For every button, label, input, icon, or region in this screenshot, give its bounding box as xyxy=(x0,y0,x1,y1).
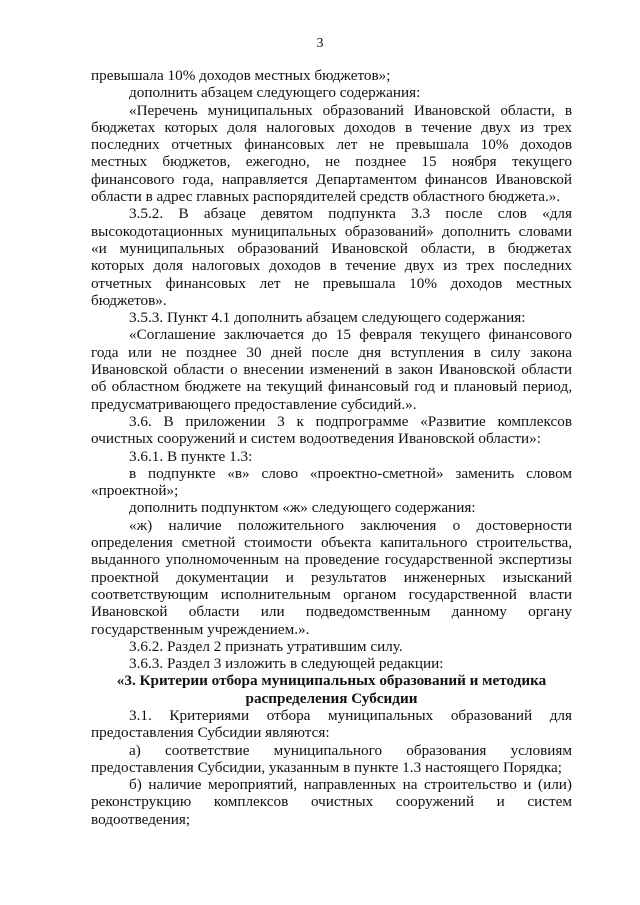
paragraph-criterion-b: б) наличие мероприятий, направленных на строительство и (или) реконструкцию комплексов очистных сооружений и систем водоотведения; xyxy=(91,776,572,828)
paragraph-3-5-3: 3.5.3. Пункт 4.1 дополнить абзацем следующего содержания: xyxy=(129,309,526,327)
paragraph-amend-intro: дополнить абзацем следующего содержания: xyxy=(129,84,421,102)
page-number: 3 xyxy=(316,36,324,51)
section-heading: «3. Критерии отбора муниципальных образований и методика распределения Субсидии xyxy=(116,672,547,707)
paragraph-3-6-3: 3.6.3. Раздел 3 изложить в следующей редакции: xyxy=(129,655,444,673)
document-body xyxy=(91,67,572,828)
paragraph-add-subpoint: дополнить подпунктом «ж» следующего содержания: xyxy=(129,499,476,517)
paragraph-municipal-list: «Перечень муниципальных образований Ивановской области, в бюджетах которых доля налоговых доходов в течение двух из трех последних отчетных финансовых лет не превышала 10% доходов местных бюджетов, ежегодно, не позднее 15 ноября текущего финансового года, направляется Департаментом финансов Ивановской области в адрес главных распорядителей средств областного бюджета.». xyxy=(91,101,572,206)
paragraph-subpoint-v: в подпункте «в» слово «проектно-сметной» заменить словом «проектной»; xyxy=(91,464,572,500)
paragraph-3-6-1: 3.6.1. В пункте 1.3: xyxy=(129,447,253,465)
paragraph-3-6-2: 3.6.2. Раздел 2 признать утратившим силу. xyxy=(129,637,403,655)
paragraph-criteria: 3.1. Критериями отбора муниципальных образований для предоставления Субсидии являются: xyxy=(91,706,572,742)
paragraph-continuation: превышала 10% доходов местных бюджетов»; xyxy=(91,67,391,84)
paragraph-3-6: 3.6. В приложении 3 к подпрограмме «Развитие комплексов очистных сооружений и систем водоотведения Ивановской области»: xyxy=(91,412,572,448)
paragraph-subpoint-zh: «ж) наличие положительного заключения о достоверности определения сметной стоимости объекта капитального строительства, выданного уполномоченным на проведение государственной экспертизы проектной документации и результатов инженерных изысканий соответствующим исполнительным органом государственной власти Ивановской области или подведомственным данному органу государственным учреждением.». xyxy=(91,516,572,638)
paragraph-criterion-a: а) соответствие муниципального образования условиям предоставления Субсидии, указанным в пункте 1.3 настоящего Порядка; xyxy=(91,741,572,776)
paragraph-3-5-2: 3.5.2. В абзаце девятом подпункта 3.3 после слов «для высокодотационных муниципальных образований» дополнить словами «и муниципальных образований Ивановской области, в бюджетах которых доля налоговых доходов в течение двух из трех последних отчетных финансовых лет не превышала 10% доходов местных бюджетов». xyxy=(91,205,572,309)
paragraph-agreement: «Соглашение заключается до 15 февраля текущего финансового года или не позднее 30 дней после дня вступления в силу закона Ивановской области о внесении изменений в закон Ивановской области об областном бюджете на текущий финансовый год и плановый период, предусматривающего предоставление субсидий.». xyxy=(91,326,572,413)
